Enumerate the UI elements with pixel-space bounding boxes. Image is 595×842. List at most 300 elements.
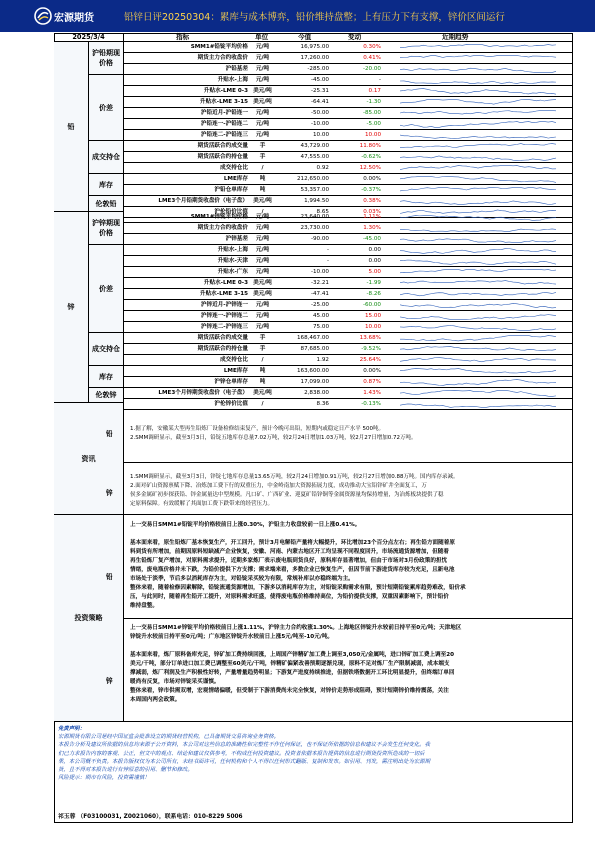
change-cell: -5.00 xyxy=(366,121,381,127)
unit-cell: 元/吨 xyxy=(255,214,270,220)
group-label: 库存 xyxy=(99,372,113,381)
text-line: 压，与此同时，随着再生铅开工提升，对原料需求旺盛，使得废电瓶价格维持高位，为铅价提供支撑，双重因素影响下，预计铅价 xyxy=(130,594,449,600)
table-row xyxy=(124,278,573,289)
trend-sparkline xyxy=(400,324,556,331)
text-line: 整体来看，随着检修因素解除，铅锭流通货源增加，下游多以消耗库存为主，对铅锭采购需求有限，预计短期铅锭累库趋势难改，铅价承 xyxy=(130,585,466,591)
text-line: 本报告分析及建议所依据的信息均来源于公开资料，本公司对这些信息的准确性和完整性不作任何保证，也不保证所依据的信息和建议不会发生任何变化。我 xyxy=(58,742,430,749)
trend-sparkline xyxy=(400,247,556,254)
trend-sparkline xyxy=(400,379,556,386)
trend-sparkline xyxy=(400,280,556,287)
trend-sparkline xyxy=(400,390,556,397)
table-row xyxy=(124,344,573,355)
change-cell: -1.30 xyxy=(366,99,381,105)
table-row xyxy=(124,234,573,245)
value-cell: 8.36 xyxy=(316,401,329,407)
trend-line xyxy=(400,100,556,105)
text-line: 货，且不得对本报告进行有悖原意的引用、删节和修改。 xyxy=(58,767,193,774)
info-section xyxy=(54,403,124,515)
section-zinc-label: 锌 xyxy=(67,303,75,311)
indicator-name: 期货活跃合约持仓量 xyxy=(197,154,248,160)
section-lead-label: 铅 xyxy=(67,122,75,131)
table-row xyxy=(124,223,573,234)
group-lead-stock xyxy=(89,174,124,196)
change-cell: 1.30% xyxy=(363,225,381,231)
col-change: 变动 xyxy=(348,33,362,41)
trend-line xyxy=(400,177,556,183)
value-cell: 10.00 xyxy=(312,132,329,138)
col-indicator: 指标 xyxy=(176,33,190,41)
value-cell: 23,730.00 xyxy=(300,225,329,231)
change-cell: 0.87% xyxy=(363,379,381,385)
info-line: 1.SMM调研显示，截至3月3日，锌锭七地库存总量13.65万吨，较2月24日增加0.91万吨，较2月27日增加0.88万吨。国内库存录减。 xyxy=(130,474,459,480)
col-value: 今值 xyxy=(298,33,312,41)
indicator-name: 成交持仓比 xyxy=(220,357,248,363)
trend-line xyxy=(400,156,556,160)
unit-cell: 吨 xyxy=(259,187,266,193)
indicator-name: 期货活跃合约持仓量 xyxy=(197,346,248,352)
unit-cell: 元/吨 xyxy=(255,44,270,50)
change-cell: 0.00% xyxy=(363,368,381,374)
indicator-name: 沪伦锌价比值 xyxy=(214,401,248,407)
table-row xyxy=(124,119,573,130)
change-cell: 1.43% xyxy=(363,390,381,396)
indicator-name: 沪铅连一-沪铅连二 xyxy=(200,121,248,127)
value-cell: 8.65 xyxy=(316,209,329,215)
unit-cell: 元/吨 xyxy=(255,313,270,319)
text-line: 锌锭升水较前日持平至0元/吨；广东地区锌锭升水较前日上涨5元/吨至-10元/吨。 xyxy=(130,634,334,640)
trend-sparkline xyxy=(400,44,556,51)
trend-line xyxy=(400,68,556,72)
col-trend: 近期趋势 xyxy=(442,33,469,41)
indicator-name: 沪锌连二-沪锌连三 xyxy=(200,324,248,330)
report-date: 2025/3/4 xyxy=(72,33,105,41)
trend-sparkline xyxy=(400,225,556,232)
table-row xyxy=(124,322,573,333)
unit-cell: / xyxy=(261,401,264,407)
change-cell: 0.03% xyxy=(363,209,381,215)
info-lead-metal: 铅 xyxy=(106,430,113,438)
unit-cell: 美元/吨 xyxy=(253,280,272,286)
indicator-name: LME库存 xyxy=(223,368,248,374)
group-lead-volume xyxy=(89,141,124,174)
table-row xyxy=(124,300,573,311)
value-cell: 1.92 xyxy=(316,357,329,363)
group-lead-price xyxy=(89,42,124,75)
trend-line xyxy=(400,122,556,128)
indicator-name: 期货主力合约收盘价 xyxy=(197,225,248,231)
trend-sparkline xyxy=(400,214,556,221)
date-cell xyxy=(54,33,124,42)
unit-cell: 手 xyxy=(259,346,266,352)
unit-cell: / xyxy=(261,357,264,363)
table-row xyxy=(124,185,573,196)
group-zinc-volume xyxy=(89,333,124,366)
text-line: 上一交易日SMM1#铅锭平均价格较前日上涨0.30%，沪铅主力收盘较前一日上涨0.41%。 xyxy=(130,522,361,528)
value-cell: 43,729.00 xyxy=(300,143,329,149)
trend-sparkline xyxy=(400,258,556,265)
strategy-section xyxy=(54,515,124,722)
text-line: 基本面来看，炼厂原料备库充足，锌矿加工费持续回涨，上周国产锌精矿加工费上调至3,050元/金属吨，进口锌矿加工费上调至20 xyxy=(130,652,454,658)
unit-cell: 元/吨 xyxy=(255,121,270,127)
group-lead-spread xyxy=(89,75,124,141)
trend-line xyxy=(400,89,556,95)
indicator-name: 沪伦铅价比值 xyxy=(214,209,248,215)
unit-cell: 元/吨 xyxy=(255,110,270,116)
text-line: 维持盘整。 xyxy=(130,603,158,609)
text-line: 情绪，废电瓶价格并未下跌，为铅价提供下方支撑；需求端来看，多数企业已恢复生产，但因节前下游进货库存较为充足，且新电池 xyxy=(130,567,455,573)
unit-cell: 元/吨 xyxy=(255,247,270,253)
trend-sparkline xyxy=(400,187,556,194)
unit-cell: 吨 xyxy=(259,176,266,182)
trend-line xyxy=(400,144,556,148)
disclaimer-title: 免责声明： xyxy=(58,726,85,732)
group-label: 价差 xyxy=(99,284,113,293)
indicator-name: 升贴水-LME 3-15 xyxy=(199,99,248,105)
value-cell: 212,650.00 xyxy=(296,176,329,182)
change-cell: -0.37% xyxy=(361,187,381,193)
trend-sparkline xyxy=(400,132,556,139)
value-cell: 163,600.00 xyxy=(296,368,329,374)
value-cell: -47.41 xyxy=(310,291,329,297)
logo xyxy=(34,6,94,26)
strategy-lead-text xyxy=(130,521,566,611)
trend-line xyxy=(400,358,556,362)
value-cell: 0.92 xyxy=(316,165,329,171)
indicator-name: 升贴水-上海 xyxy=(217,247,248,253)
value-cell: -10.00 xyxy=(310,121,329,127)
text-line: 上一交易日SMM1#锌锭平均价格较前日上涨1.11%，沪锌主力合约收涨1.30%。上海地区锌锭升水较前日持平至0元/吨；天津地区 xyxy=(130,625,462,631)
strategy-zinc-text xyxy=(130,624,566,705)
table-row xyxy=(124,388,573,399)
trend-line xyxy=(400,369,556,373)
info-zinc-metal: 锌 xyxy=(106,489,113,497)
trend-line xyxy=(400,270,556,273)
trend-sparkline xyxy=(400,66,556,73)
text-line: 风险提示：期市有风险，投资需谨慎！ xyxy=(58,775,150,782)
value-cell: -90.00 xyxy=(310,236,329,242)
info-lead-text xyxy=(130,425,566,443)
trend-line xyxy=(400,303,556,307)
text-line: 料到货有所增加，前期因原料短缺减产企业恢复，安徽、河南、内蒙古地区开工均呈现不同程度回升，市场流通货源增加，但随着 xyxy=(130,549,449,555)
value-cell: -25.00 xyxy=(310,302,329,308)
indicator-name: 升贴水-LME 3-15 xyxy=(199,291,248,297)
indicator-name: 沪锌近月-沪锌连一 xyxy=(200,302,248,308)
indicator-name: SMM1#锌锭平均价格 xyxy=(190,214,248,220)
info-section-label: 资讯 xyxy=(81,454,96,463)
trend-sparkline xyxy=(400,121,556,128)
strategy-section-label: 投资策略 xyxy=(74,614,103,622)
indicator-name: 升贴水-天津 xyxy=(217,258,248,264)
trend-line xyxy=(400,315,556,320)
trend-line xyxy=(400,325,556,330)
group-zinc-spread xyxy=(89,245,124,333)
indicator-name: 沪锌基差 xyxy=(225,236,248,242)
group-zinc-stock xyxy=(89,366,124,388)
indicator-name: 升贴水-LME 0-3 xyxy=(203,280,248,286)
trend-line xyxy=(400,347,556,351)
logo-text: 宏源期货 xyxy=(54,13,94,24)
trend-line xyxy=(400,249,556,254)
change-cell: 13.68% xyxy=(359,335,381,341)
indicator-name: 沪铅近月-沪铅连一 xyxy=(200,110,248,116)
table-row xyxy=(124,141,573,152)
indicator-name: SMM1#铅锭平均价格 xyxy=(190,44,248,50)
trend-sparkline xyxy=(400,143,556,150)
table-row xyxy=(124,333,573,344)
trend-sparkline xyxy=(400,198,556,205)
value-cell: 168,467.00 xyxy=(296,335,329,341)
change-cell: 0.17 xyxy=(368,88,381,94)
indicator-name: 沪锌连一-沪锌连二 xyxy=(200,313,248,319)
trend-sparkline xyxy=(400,236,556,243)
strategy-lead-metal: 铅 xyxy=(106,573,113,581)
logo-icon xyxy=(34,7,52,25)
report-header xyxy=(0,0,595,32)
trend-sparkline xyxy=(400,302,556,309)
trend-line xyxy=(400,81,556,83)
trend-line xyxy=(400,229,556,231)
change-cell: -0.13% xyxy=(361,401,381,407)
change-cell: - xyxy=(378,77,381,83)
indicator-name: 期货活跃合约成交量 xyxy=(197,335,248,341)
unit-cell: 吨 xyxy=(259,368,266,374)
trend-sparkline xyxy=(400,269,556,276)
trend-sparkline xyxy=(400,99,556,106)
unit-cell: 美元/吨 xyxy=(253,291,272,297)
trend-line xyxy=(400,292,556,295)
change-cell: -1.99 xyxy=(366,280,381,286)
value-cell: -32.21 xyxy=(310,280,329,286)
text-line: 暖尚有反复，市场对锌锭采买谨慎。 xyxy=(130,679,220,685)
unit-cell: 元/吨 xyxy=(255,55,270,61)
trend-sparkline xyxy=(400,313,556,320)
trend-line xyxy=(400,188,556,191)
info-line: 1.据了解，安徽某大型再生铅炼厂设备检修结束复产，预计今晚可出铅，短期内或稳定日产水平 500吨。 xyxy=(130,426,384,432)
strategy-zinc-metal: 锌 xyxy=(106,677,113,685)
value-cell: 17,260.00 xyxy=(300,55,329,61)
text-line xyxy=(130,642,566,651)
trend-sparkline xyxy=(400,291,556,298)
table-row xyxy=(124,75,573,86)
table-row xyxy=(124,366,573,377)
value-cell: - xyxy=(326,258,329,264)
group-label: 伦敦锌 xyxy=(95,391,117,399)
table-row xyxy=(124,152,573,163)
change-cell: 10.00 xyxy=(364,132,381,138)
trend-line xyxy=(400,336,556,341)
unit-cell: 元/吨 xyxy=(255,66,270,72)
report-title: 铅锌日评20250304：累库与成本博弈，铅价维持盘整；上有压力下有支撑，锌价区间运行 xyxy=(124,12,505,23)
text-line: 再生铅炼厂复产增加，对原料需求提升，近期多家炼厂表示废电瓶到货良好，原料库存显著增加，但由于市场对3月份政策的担忧 xyxy=(130,558,448,564)
indicator-name: 升贴水-LME 0-3 xyxy=(203,88,248,94)
text-line: 们已力求报告内容的客观、公正，但文中的观点、结论和建议仅供参考，不构成任何投资建议。投资者依据本报告提供的信息进行期货投资所造成的一切后 xyxy=(58,750,425,757)
value-cell: -50.00 xyxy=(310,110,329,116)
text-line: 果，本公司概不负责。本报告版权仅为本公司所有，未经书面许可，任何机构和个人不得以任何形式翻版、复制和发布。如引用、刊发，需注明出处为宏源期 xyxy=(58,758,430,765)
group-label: 库存 xyxy=(99,180,113,189)
col-unit: 单位 xyxy=(255,33,269,41)
text-line xyxy=(130,530,566,539)
indicator-name: 沪铅连二-沪铅连三 xyxy=(200,132,248,138)
change-cell: 10.00 xyxy=(364,324,381,330)
group-label: 价差 xyxy=(99,103,113,112)
text-line: 基本面来看，原生铅炼厂基本恢复生产，开工回升，预计3月电解铅产量将大幅提升，环比增加23个百分点左右；再生铅方面随着原 xyxy=(130,540,455,546)
info-line: 侯多金属矿初步探获铅、锌金属量达中型规模。凡口矿、广西矿业、迎夏矿铅锌铜等金属资源量均保持增量，为冶炼板块提供了稳 xyxy=(130,492,444,498)
trend-sparkline xyxy=(400,335,556,342)
section-zinc xyxy=(54,212,89,403)
footer-contact: 祁玉蓉 （F03100031, Z0021060），联系电话：010-8229 5006 xyxy=(58,814,243,820)
table-row xyxy=(124,377,573,388)
change-cell: 0.41% xyxy=(363,55,381,61)
change-cell: -9.52% xyxy=(361,346,381,352)
change-cell: 25.64% xyxy=(359,357,381,363)
group-lead-london xyxy=(89,196,124,212)
change-cell: -45.00 xyxy=(362,236,381,242)
unit-cell: 美元/吨 xyxy=(253,198,272,204)
group-zinc-price xyxy=(89,212,124,245)
group-label: 伦敦铅 xyxy=(95,199,117,208)
unit-cell: 美元/吨 xyxy=(253,390,272,396)
group-zinc-london xyxy=(89,388,124,403)
indicator-name: 期货主力合约收盘价 xyxy=(197,55,248,61)
group-label: 沪锌期现价格 xyxy=(92,219,120,237)
unit-cell: 手 xyxy=(259,143,266,149)
trend-sparkline xyxy=(400,88,556,95)
unit-cell: 元/吨 xyxy=(255,225,270,231)
table-row xyxy=(124,64,573,75)
indicator-name: LME3个月锌期货收盘价（电子盘） xyxy=(158,390,248,396)
disclaimer-lines xyxy=(58,733,568,782)
table-row xyxy=(124,174,573,185)
column-header-row xyxy=(124,33,573,42)
text-line: 美元/干吨，部分订单进口加工费已调整至60美元/干吨，锌精矿偏紧改善预期逐渐兑现，原料不足对炼厂生产限制减弱，成本端支 xyxy=(130,661,450,667)
info-line: 2.面对矿山资源禀赋下降、冶炼加工费下行的双重压力，中金岭南加大资源拓展力度，成功推动大宝铅锌矿井全面复工，万 xyxy=(130,483,427,489)
table-row xyxy=(124,289,573,300)
trend-line xyxy=(400,45,556,48)
value-cell: 47,555.00 xyxy=(300,154,329,160)
trend-line xyxy=(400,239,556,243)
trend-line xyxy=(400,281,556,285)
trend-sparkline xyxy=(400,55,556,62)
value-cell: 87,685.00 xyxy=(300,346,329,352)
change-cell: -60.00 xyxy=(362,302,381,308)
indicator-name: 升贴水-广东 xyxy=(217,269,248,275)
indicator-name: 期货活跃合约成交量 xyxy=(197,143,248,149)
trend-line xyxy=(400,135,556,138)
indicator-name: LME3个月铅期货收盘价（电子盘） xyxy=(158,198,248,204)
value-cell: -45.00 xyxy=(310,77,329,83)
value-cell: 53,357.00 xyxy=(300,187,329,193)
text-line: 宏源期货有限公司是经中国证监会批准设立的期货经营机构，已具备期货交易咨询业务资格。 xyxy=(58,734,280,741)
table-row xyxy=(124,355,573,366)
trend-sparkline xyxy=(400,77,556,84)
change-cell: 15.00 xyxy=(364,313,381,319)
unit-cell: / xyxy=(261,165,264,171)
table-row xyxy=(124,163,573,174)
group-label: 沪铅期现价格 xyxy=(92,49,120,67)
change-cell: 1.11% xyxy=(363,214,381,220)
info-zinc-text xyxy=(130,473,566,509)
value-cell: 75.00 xyxy=(312,324,329,330)
trend-sparkline xyxy=(400,165,556,172)
unit-cell: 元/吨 xyxy=(255,132,270,138)
table-row xyxy=(124,212,573,223)
unit-cell: 美元/吨 xyxy=(253,88,272,94)
change-cell: 11.80% xyxy=(359,143,381,149)
unit-cell: / xyxy=(261,209,264,215)
change-cell: 0.00 xyxy=(368,247,381,253)
unit-cell: 元/吨 xyxy=(255,236,270,242)
unit-cell: 手 xyxy=(259,335,266,341)
table-row xyxy=(124,311,573,322)
unit-cell: 元/吨 xyxy=(255,258,270,264)
table-row xyxy=(124,196,573,207)
unit-cell: 元/吨 xyxy=(255,302,270,308)
table-row xyxy=(124,130,573,141)
trend-sparkline xyxy=(400,176,556,183)
value-cell: 2,838.00 xyxy=(304,390,329,396)
info-line: 定原料保障。有效缓解了其面加工费下跌带来的经营压力。 xyxy=(130,501,274,507)
table-row xyxy=(124,53,573,64)
indicator-name: 沪铅基差 xyxy=(225,66,248,72)
indicator-name: 升贴水-上海 xyxy=(217,77,248,83)
trend-sparkline xyxy=(400,357,556,364)
trend-line xyxy=(400,201,556,205)
change-cell: 12.50% xyxy=(359,165,381,171)
section-lead xyxy=(54,42,89,212)
change-cell: 5.00 xyxy=(368,269,381,275)
group-label: 成交持仓 xyxy=(92,153,120,161)
trend-line xyxy=(400,216,556,221)
value-cell: 16,975.00 xyxy=(300,44,329,50)
value-cell: 17,099.00 xyxy=(300,379,329,385)
text-line: 撑减弱，炼厂利润及生产积极性好转，产量增量趋势明显；下游复产进度持续推进，但据铁塔数据开工环比明显提升，但终端订单回 xyxy=(130,670,455,676)
value-cell: 23,640.00 xyxy=(300,214,329,220)
change-cell: 0.30% xyxy=(363,44,381,50)
change-cell: -8.26 xyxy=(366,291,381,297)
trend-sparkline xyxy=(400,110,556,117)
table-row xyxy=(124,42,573,53)
table-row xyxy=(124,267,573,278)
value-cell: -25.31 xyxy=(310,88,329,94)
value-cell: -64.41 xyxy=(310,99,329,105)
text-line: 整体来看，锌市供需双增，宏观情绪偏暖，但受制于下游消费尚未完全恢复，对锌价走势形成阻碍，预计短期锌价维持震荡，关注 xyxy=(130,688,449,694)
trend-line xyxy=(400,260,556,264)
disclaimer xyxy=(58,725,568,782)
trend-line xyxy=(400,166,556,170)
trend-line xyxy=(400,111,556,114)
trend-sparkline xyxy=(400,154,556,161)
trend-line xyxy=(400,380,556,386)
value-cell: 45.00 xyxy=(312,313,329,319)
table-row xyxy=(124,256,573,267)
text-line: 本周国内两会政策。 xyxy=(130,697,181,703)
value-cell: 1,994.50 xyxy=(304,198,329,204)
unit-cell: 元/吨 xyxy=(255,269,270,275)
indicator-name: 沪铅仓单库存 xyxy=(214,187,248,193)
change-cell: -85.00 xyxy=(362,110,381,116)
indicator-name: LME库存 xyxy=(223,176,248,182)
indicator-name: 成交持仓比 xyxy=(220,165,248,171)
table-row xyxy=(124,97,573,108)
unit-cell: 手 xyxy=(259,154,266,160)
change-cell: -0.62% xyxy=(361,154,381,160)
unit-cell: 元/吨 xyxy=(255,324,270,330)
value-cell: - xyxy=(326,247,329,253)
trend-line xyxy=(400,391,556,397)
table-row xyxy=(124,86,573,97)
change-cell: -20.00 xyxy=(362,66,381,72)
unit-cell: 吨 xyxy=(259,379,266,385)
